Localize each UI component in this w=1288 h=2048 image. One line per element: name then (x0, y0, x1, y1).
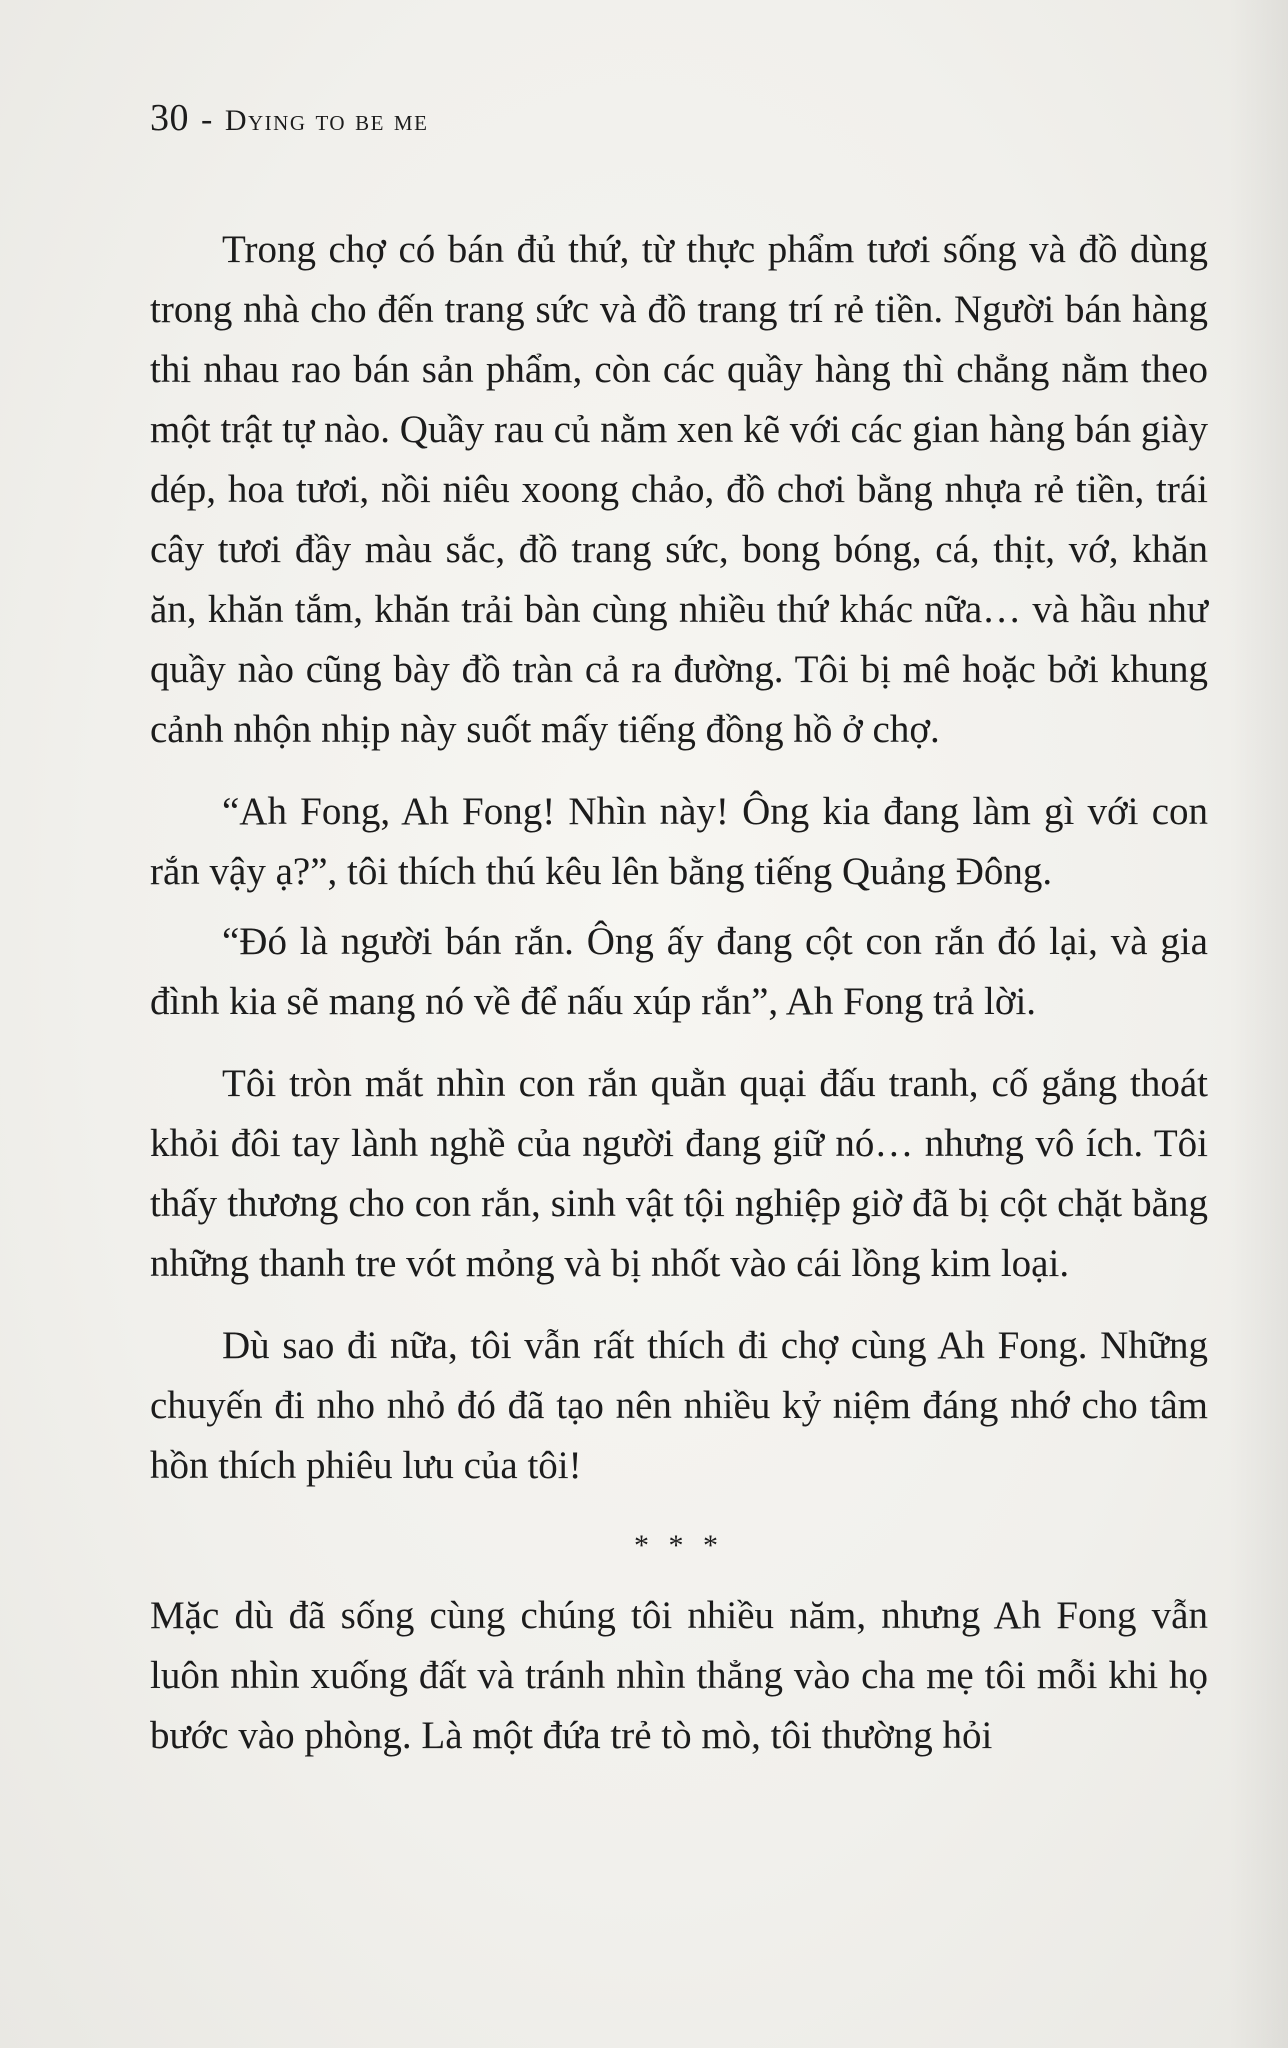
paragraph-memories: Dù sao đi nữa, tôi vẫn rất thích đi chợ cùng Ah Fong. Những chuyến đi nho nhỏ đó đã tạo nên nhiều kỷ niệm đáng nhớ cho tâm hồn thích phiêu lưu của tôi! (150, 1324, 1208, 1487)
page-edge-shadow (1228, 0, 1288, 2048)
paragraph-dialogue-answer: “Đó là người bán rắn. Ông ấy đang cột con rắn đó lại, và gia đình kia sẽ mang nó về để nấu xúp rắn”, Ah Fong trả lời. (150, 920, 1208, 1023)
page-number: 30 (150, 97, 189, 139)
book-title: Dying to be me (224, 104, 429, 137)
paragraph-dialogue-question: “Ah Fong, Ah Fong! Nhìn này! Ông kia đang làm gì với con rắn vậy ạ?”, tôi thích thú kêu lên bằng tiếng Quảng Đông. (150, 790, 1208, 893)
header-separator: - (201, 101, 213, 138)
paragraph-ah-fong: Mặc dù đã sống cùng chúng tôi nhiều năm, nhưng Ah Fong vẫn luôn nhìn xuống đất và tránh nhìn thẳng vào cha mẹ tôi mỗi khi họ bước vào phòng. Là một đứa trẻ tò mò, tôi thường hỏi (150, 1594, 1208, 1757)
paragraph-snake: Tôi tròn mắt nhìn con rắn quằn quại đấu tranh, cố gắng thoát khỏi đôi tay lành nghề của người đang giữ nó… nhưng vô ích. Tôi thấy thương cho con rắn, sinh vật tội nghiệp giờ đã bị cột chặt bằng những thanh tre vót mỏng và bị nhốt vào cái lồng kim loại. (150, 1062, 1208, 1285)
page-body (150, 220, 1208, 1766)
section-break: * * * (634, 1529, 724, 1562)
running-header (150, 96, 428, 140)
paragraph-market: Trong chợ có bán đủ thứ, từ thực phẩm tươi sống và đồ dùng trong nhà cho đến trang sức và đồ trang trí rẻ tiền. Người bán hàng thi nhau rao bán sản phẩm, còn các quầy hàng thì chẳng nằm theo một trật tự nào. Quầy rau củ nằm xen kẽ với các gian hàng bán giày dép, hoa tươi, nồi niêu xoong chảo, đồ chơi bằng nhựa rẻ tiền, trái cây tươi đầy màu sắc, đồ trang sức, bong bóng, cá, thịt, vớ, khăn ăn, khăn tắm, khăn trải bàn cùng nhiều thứ khác nữa… và hầu như quầy nào cũng bày đồ tràn cả ra đường. Tôi bị mê hoặc bởi khung cảnh nhộn nhịp này suốt mấy tiếng đồng hồ ở chợ. (150, 228, 1208, 751)
